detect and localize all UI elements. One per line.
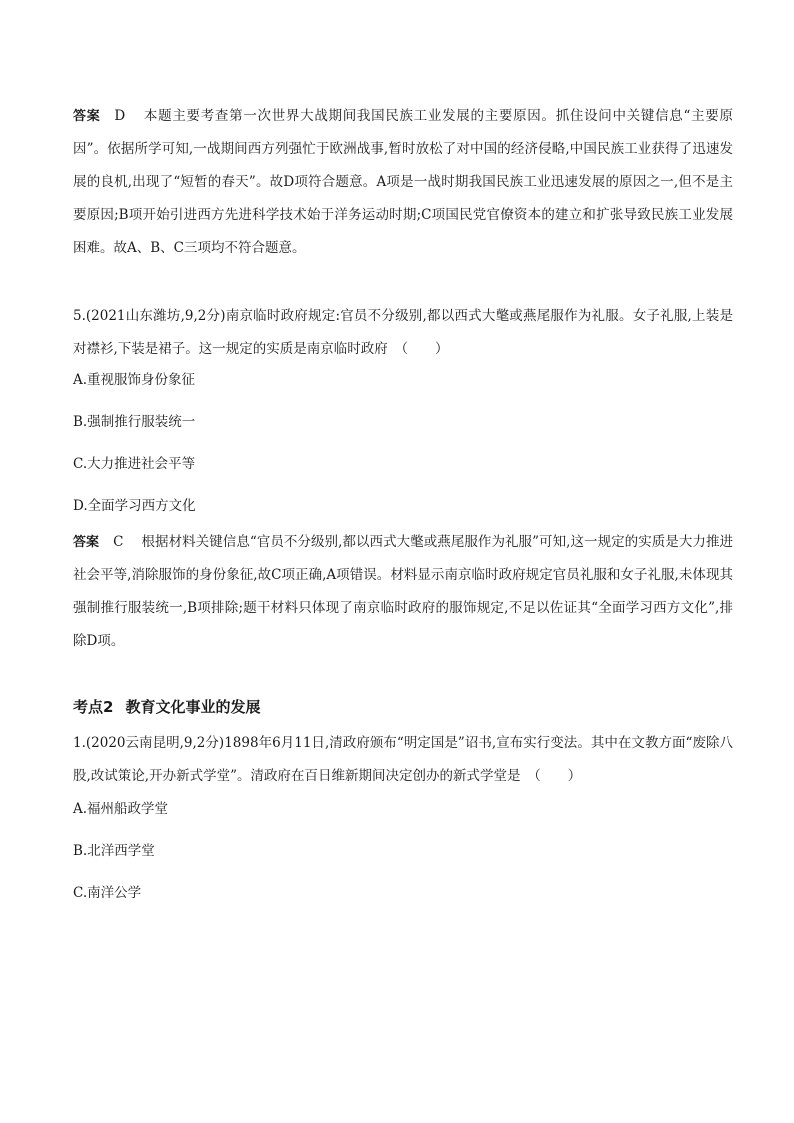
section-number: 考点2	[73, 698, 114, 716]
answer-block-q4	[73, 100, 733, 265]
section-heading-block	[73, 696, 733, 717]
answer-explanation: 根据材料关键信息“官员不分级别,都以西式大氅或燕尾服作为礼服”可知,这一规定的实质是大力推进社会平等,消除服饰的身份象征,故C项正确,A项错误。材料显示南京临时政府规定官员礼服和女子礼服,未体现其强制推行服装统一,B项排除;题干材料只体现了南京临时政府的服饰规定,不足以佐证其“全面学习西方文化”,排除D项。	[73, 534, 733, 649]
section-heading	[73, 696, 733, 717]
answer-letter: C	[113, 534, 124, 550]
question-block-q5	[73, 300, 733, 526]
answer-label: 答案	[73, 109, 101, 124]
option-c: C.大力推进社会平等	[73, 456, 196, 472]
question-block-q1	[73, 727, 733, 925]
options-list	[73, 370, 733, 526]
options-list	[73, 799, 733, 925]
answer-block-q5	[73, 526, 733, 658]
option-b: B.强制推行服装统一	[73, 414, 196, 430]
option-a: A.重视服饰身份象征	[73, 372, 196, 388]
answer-paragraph	[73, 526, 733, 658]
answer-explanation: 本题主要考查第一次世界大战期间我国民族工业发展的主要原因。抓住设问中关键信息“主要原因”。依据所学可知,一战期间西方列强忙于欧洲战事,暂时放松了对中国的经济侵略,中国民族工业获得了迅速发展的良机,出现了“短暂的春天”。故D项符合题意。A项是一战时期我国民族工业迅速发展的原因之一,但不是主要原因;B项开始引进西方先进科学技术始于洋务运动时期;C项国民党官僚资本的建立和扩张导致民族工业发展困难。故A、B、C三项均不符合题意。	[73, 108, 733, 256]
option-c: C.南洋公学	[73, 885, 142, 901]
section-title: 教育文化事业的发展	[125, 698, 261, 716]
answer-label: 答案	[73, 535, 100, 550]
question-stem: 5.(2021山东潍坊,9,2分)南京临时政府规定:官员不分级别,都以西式大氅或燕尾服作为礼服。女子礼服,上装是对襟衫,下装是裙子。这一规定的实质是南京临时政府 （ ）	[73, 308, 733, 357]
document-page	[73, 100, 733, 925]
answer-letter: D	[114, 108, 126, 124]
option-a: A.福州船政学堂	[73, 801, 169, 817]
question-stem: 1.(2020云南昆明,9,2分)1898年6月11日,清政府颁布“明定国是”诏书,宣布实行变法。其中在文教方面“废除八股,改试策论,开办新式学堂”。清政府在百日维新期间决定创办的新式学堂是 （ ）	[73, 735, 733, 784]
answer-paragraph	[73, 100, 733, 265]
option-d: D.全面学习西方文化	[73, 498, 196, 514]
option-b: B.北洋西学堂	[73, 843, 155, 859]
